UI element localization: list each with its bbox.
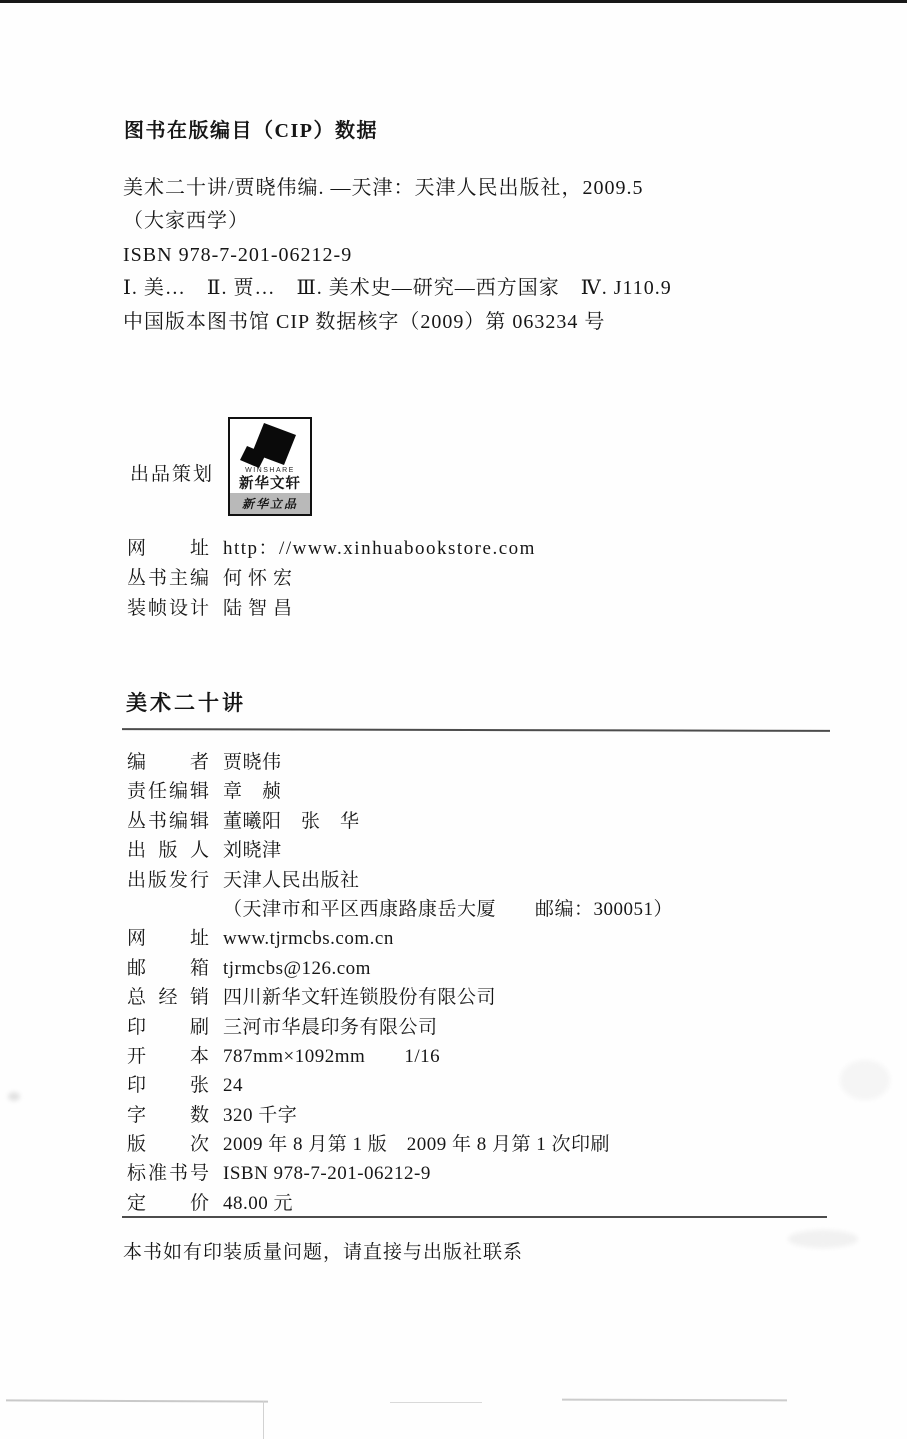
field-value: 320 千字 (223, 1104, 298, 1126)
field-label: 定价 (127, 1192, 209, 1214)
field-label: 责任编辑 (127, 781, 209, 803)
info-row (127, 954, 673, 983)
info-row (127, 866, 673, 895)
winshare-logo (228, 417, 312, 516)
field-value: http：//www.xinhuabookstore.com (223, 538, 536, 559)
scan-top-edge (0, 0, 907, 3)
field-label: 丛书编辑 (127, 810, 209, 832)
info-row (127, 748, 673, 777)
field-label: 出版发行 (127, 869, 209, 891)
scan-artifact-line (263, 1401, 264, 1439)
book-title: 美术二十讲 (126, 691, 246, 715)
field-value: tjrmcbs@126.com (223, 957, 371, 979)
info-row (127, 1159, 673, 1188)
field-label (127, 895, 209, 924)
cip-line: Ⅰ. 美… Ⅱ. 贾… Ⅲ. 美术史—研究—西方国家 Ⅳ. J110.9 (123, 277, 672, 300)
field-label: 印张 (127, 1075, 209, 1097)
field-label: 字数 (127, 1104, 209, 1126)
field-label: 丛书主编 (127, 568, 209, 589)
info-row (127, 1189, 673, 1218)
field-label: 网址 (127, 538, 209, 559)
producer-label: 出品策划 (130, 464, 215, 485)
scan-smudge (788, 1230, 858, 1248)
info-row (127, 1013, 673, 1042)
field-value: www.tjrmcbs.com.cn (223, 928, 394, 950)
field-value: 陆智昌 (223, 598, 299, 619)
info-row (127, 807, 673, 836)
field-value: ISBN 978-7-201-06212-9 (223, 1163, 431, 1185)
cip-line: 美术二十讲/贾晓伟编. —天津：天津人民出版社，2009.5 (123, 177, 644, 199)
field-value: 2009 年 8 月第 1 版 2009 年 8 月第 1 次印刷 (223, 1134, 611, 1156)
field-label: 印刷 (127, 1016, 209, 1038)
scan-artifact-line (6, 1399, 268, 1402)
info-row (127, 594, 536, 624)
field-value: 48.00 元 (223, 1192, 294, 1214)
field-label: 邮箱 (127, 957, 209, 979)
field-label: 开本 (127, 1045, 209, 1067)
field-value: 三河市华晨印务有限公司 (223, 1016, 438, 1038)
cip-line: ISBN 978-7-201-06212-9 (123, 243, 353, 266)
field-label: 网址 (127, 928, 209, 950)
field-label: 版次 (127, 1134, 209, 1156)
field-label: 出版人 (127, 840, 209, 862)
info-row (127, 1042, 673, 1071)
logo-tagline: 新华立品 (230, 493, 310, 514)
field-label: 装帧设计 (127, 598, 209, 619)
field-value: 董曦阳 张 华 (223, 810, 360, 832)
field-value: 四川新华文轩连锁股份有限公司 (223, 987, 497, 1009)
logo-brand-cn: 新华文轩 (239, 476, 301, 492)
field-label: 编者 (127, 752, 209, 773)
info-row (127, 1130, 673, 1159)
field-value: 24 (223, 1075, 243, 1097)
divider-line-top (122, 728, 830, 732)
scan-artifact-line (562, 1399, 787, 1402)
cip-line: 中国版本图书馆 CIP 数据核字（2009）第 063234 号 (123, 310, 606, 333)
cip-header: 图书在版编目（CIP）数据 (124, 120, 378, 142)
info-row (127, 1071, 673, 1100)
info-row (127, 924, 673, 953)
field-label: 总经销 (127, 987, 209, 1009)
scan-smudge (840, 1060, 890, 1100)
field-value: 何怀宏 (223, 568, 299, 589)
info-row (127, 564, 536, 594)
field-value: 天津人民出版社 (223, 869, 360, 891)
field-value: 刘晓津 (223, 840, 282, 862)
field-value: （天津市和平区西康路康岳大厦 邮编：300051） (223, 898, 674, 920)
colophon-block (127, 748, 673, 1218)
cip-data-block (123, 172, 672, 339)
book-mark-icon (234, 422, 306, 468)
quality-note: 本书如有印装质量问题，请直接与出版社联系 (123, 1242, 524, 1263)
field-value: 贾晓伟 (223, 752, 282, 773)
info-row (127, 983, 673, 1012)
info-row (127, 534, 536, 564)
info-row (127, 1101, 673, 1130)
field-value: 787mm×1092mm 1/16 (223, 1045, 441, 1067)
scan-artifact-line (390, 1402, 482, 1403)
info-row (127, 836, 673, 865)
divider-line-bottom (122, 1216, 827, 1218)
scan-smudge (8, 1092, 20, 1101)
field-label: 标准书号 (127, 1163, 209, 1185)
cip-line: （大家西学） (123, 210, 249, 233)
info-row (127, 777, 673, 806)
field-value: 章 赪 (223, 781, 282, 803)
info-row (127, 895, 673, 924)
logo-brand-en: WINSHARE (245, 467, 295, 474)
series-info-block (127, 534, 536, 624)
